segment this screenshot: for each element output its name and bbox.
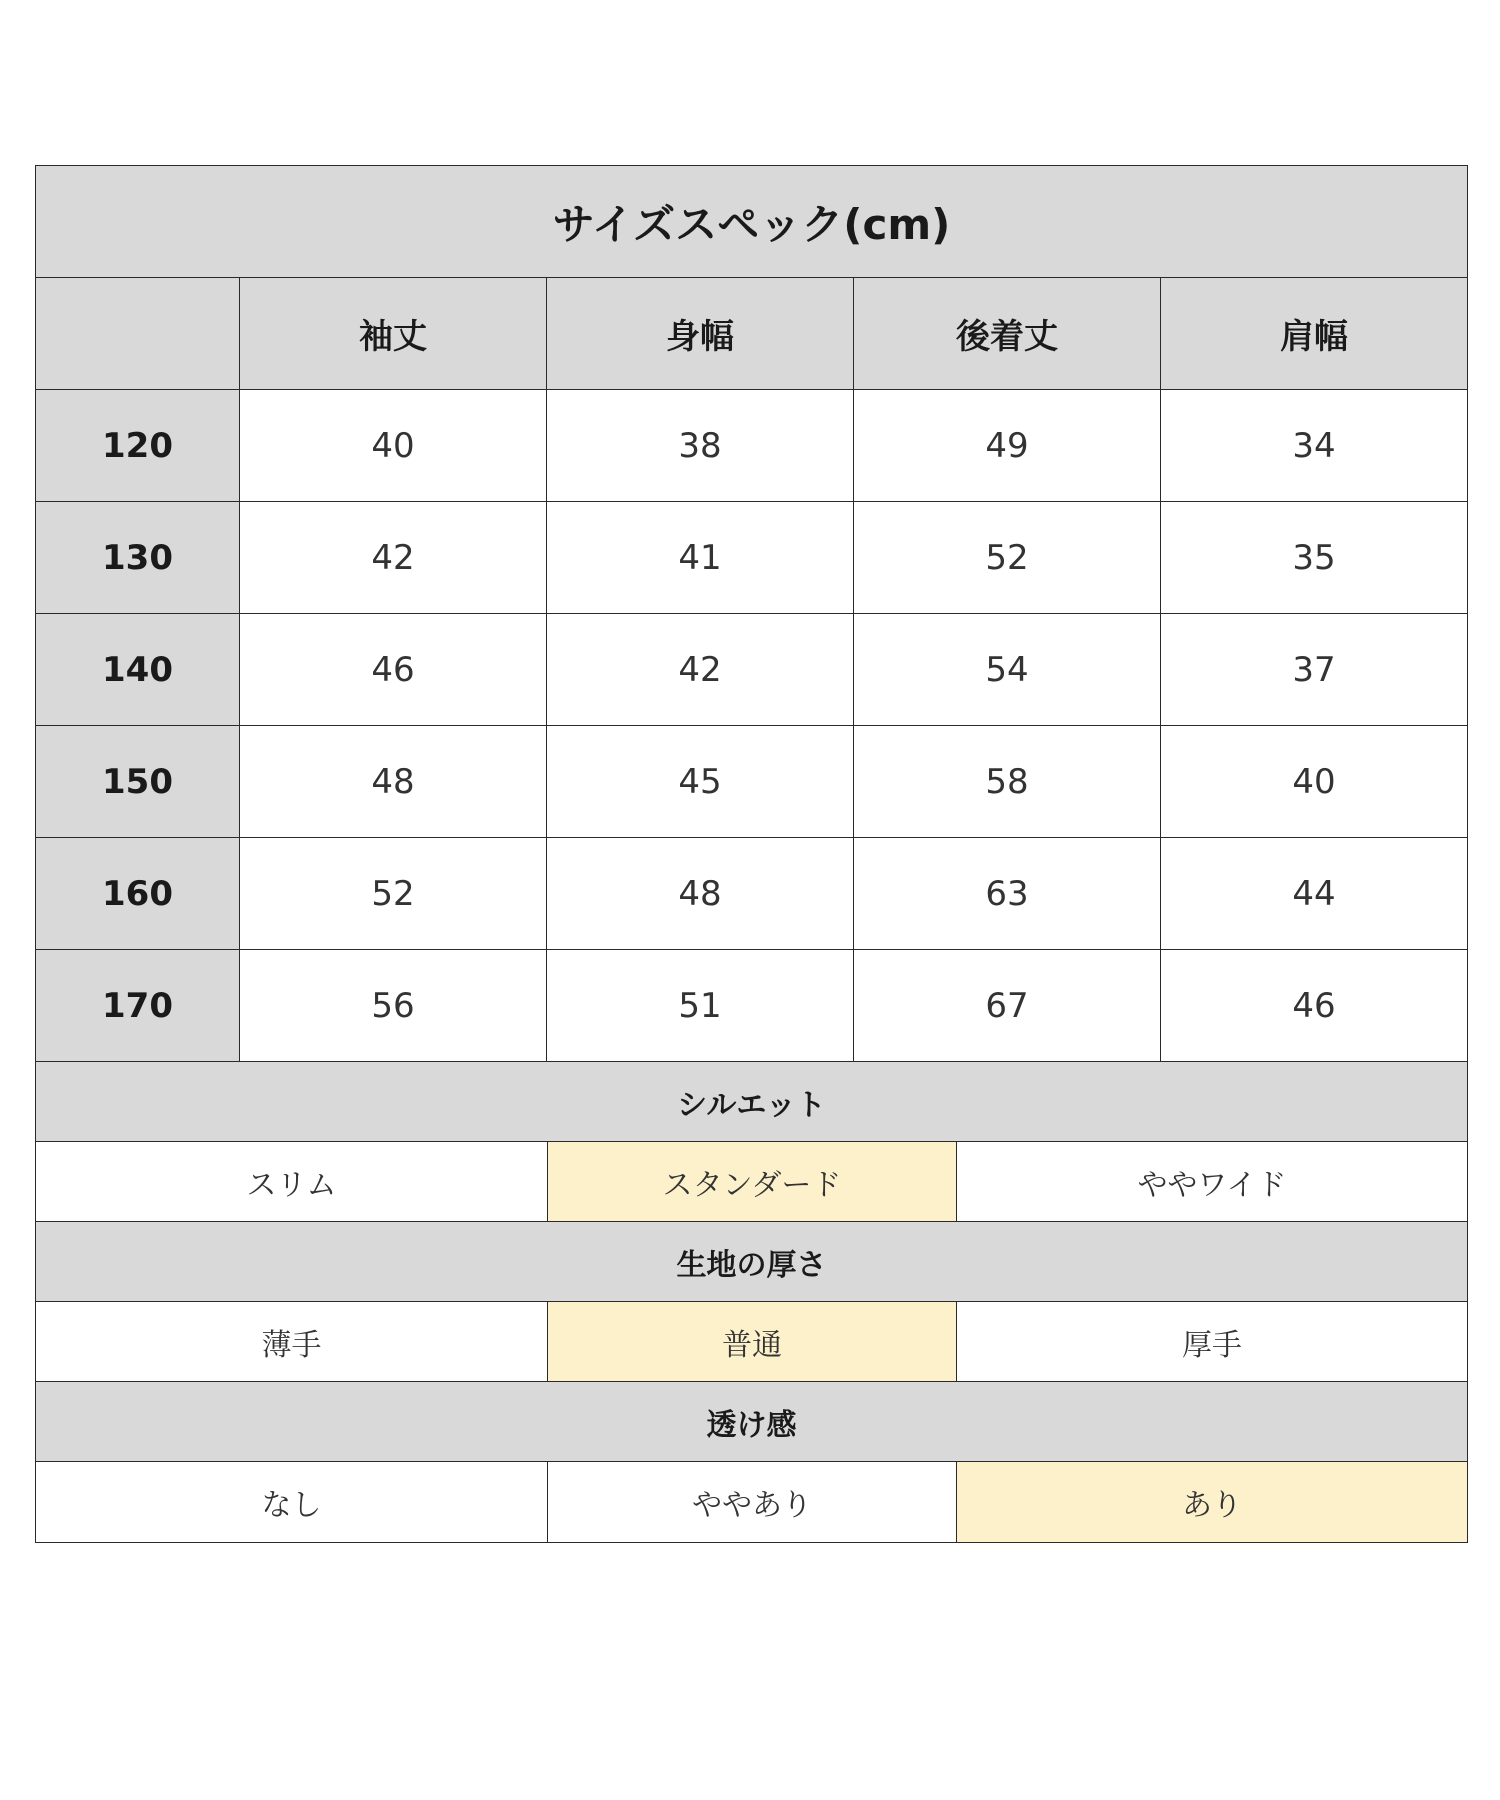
table-row: [36, 614, 1467, 726]
table-title-row: [36, 166, 1467, 278]
column-header-row: [36, 278, 1467, 390]
column-header-body-width: 身幅: [547, 278, 854, 389]
shoulder-width-value: 37: [1161, 614, 1467, 725]
size-label: 160: [36, 838, 240, 949]
sheerness-option-yes: あり: [957, 1462, 1467, 1542]
sleeve-length-value: 40: [240, 390, 547, 501]
thickness-option-thin: 薄手: [36, 1302, 548, 1381]
sheerness-section-header: [36, 1382, 1467, 1462]
sleeve-length-value: 56: [240, 950, 547, 1061]
back-length-value: 67: [854, 950, 1161, 1061]
body-width-value: 45: [547, 726, 854, 837]
column-header-shoulder-width: 肩幅: [1161, 278, 1467, 389]
body-width-value: 48: [547, 838, 854, 949]
size-label: 140: [36, 614, 240, 725]
sheerness-options: [36, 1462, 1467, 1542]
silhouette-title: シルエット: [36, 1062, 1467, 1141]
back-length-value: 58: [854, 726, 1161, 837]
fabric-thickness-section-header: [36, 1222, 1467, 1302]
body-width-value: 42: [547, 614, 854, 725]
sheerness-title: 透け感: [36, 1382, 1467, 1461]
size-label: 120: [36, 390, 240, 501]
silhouette-section-header: [36, 1062, 1467, 1142]
fabric-thickness-title: 生地の厚さ: [36, 1222, 1467, 1301]
thickness-option-thick: 厚手: [957, 1302, 1467, 1381]
column-header-size: [36, 278, 240, 389]
shoulder-width-value: 44: [1161, 838, 1467, 949]
back-length-value: 52: [854, 502, 1161, 613]
table-title: サイズスペック(cm): [36, 166, 1467, 277]
sleeve-length-value: 52: [240, 838, 547, 949]
silhouette-option-standard: スタンダード: [548, 1142, 957, 1221]
size-spec-table: [35, 165, 1468, 1543]
table-row: [36, 838, 1467, 950]
shoulder-width-value: 40: [1161, 726, 1467, 837]
back-length-value: 54: [854, 614, 1161, 725]
body-width-value: 41: [547, 502, 854, 613]
sleeve-length-value: 42: [240, 502, 547, 613]
fabric-thickness-options: [36, 1302, 1467, 1382]
back-length-value: 63: [854, 838, 1161, 949]
silhouette-option-slim: スリム: [36, 1142, 548, 1221]
size-label: 170: [36, 950, 240, 1061]
back-length-value: 49: [854, 390, 1161, 501]
body-width-value: 51: [547, 950, 854, 1061]
shoulder-width-value: 46: [1161, 950, 1467, 1061]
column-header-back-length: 後着丈: [854, 278, 1161, 389]
table-row: [36, 950, 1467, 1062]
sleeve-length-value: 46: [240, 614, 547, 725]
sleeve-length-value: 48: [240, 726, 547, 837]
table-row: [36, 726, 1467, 838]
shoulder-width-value: 35: [1161, 502, 1467, 613]
size-label: 130: [36, 502, 240, 613]
body-width-value: 38: [547, 390, 854, 501]
silhouette-options: [36, 1142, 1467, 1222]
column-header-sleeve-length: 袖丈: [240, 278, 547, 389]
size-label: 150: [36, 726, 240, 837]
table-row: [36, 502, 1467, 614]
sheerness-option-none: なし: [36, 1462, 548, 1542]
sheerness-option-slight: ややあり: [548, 1462, 957, 1542]
shoulder-width-value: 34: [1161, 390, 1467, 501]
silhouette-option-slightly-wide: ややワイド: [957, 1142, 1467, 1221]
table-row: [36, 390, 1467, 502]
thickness-option-normal: 普通: [548, 1302, 957, 1381]
